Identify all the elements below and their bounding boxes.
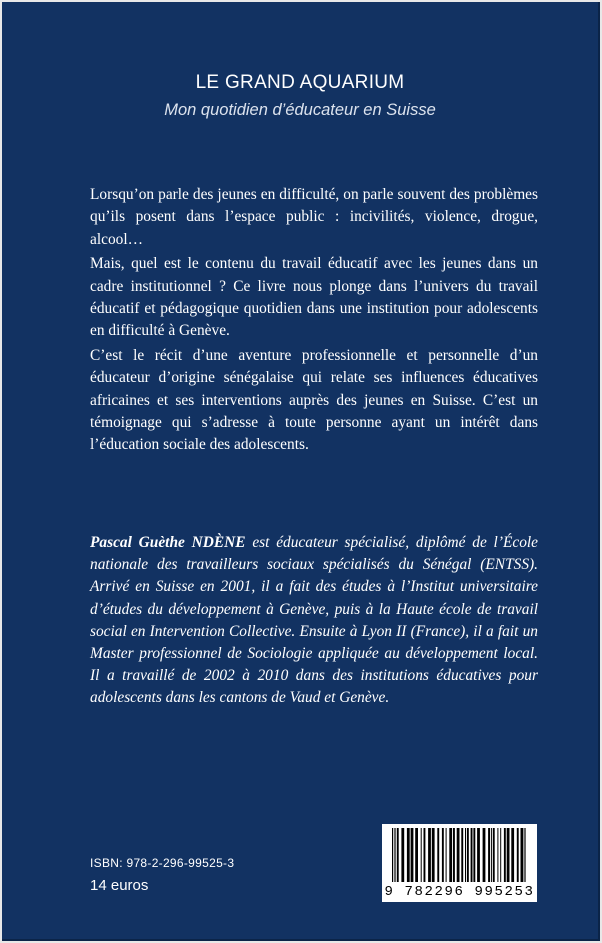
author-bio-text: est éducateur spécialisé, diplômé de l’École nationale des travailleurs sociaux spécialisés du Sénégal (ENTSS). Arrivé en Suisse en 2001, il a fait des études à l’Institut universitaire d’études du développement à Genève, puis à la Haute école de travail social en Intervention Collective. Ensuite à Lyon II (France), il a fait un Master professionnel de Sociologie appliquée au développement local. Il a travaillé de 2002 à 2010 dans des institutions éducatives pour adolescents dans les cantons de Vaud et Genève. [90, 534, 538, 707]
barcode-bar [504, 828, 506, 882]
barcode-bar [411, 828, 414, 882]
barcode-bar [432, 828, 435, 882]
barcode-bar [428, 828, 431, 882]
barcode-bar [473, 828, 475, 882]
barcode-bar [471, 828, 473, 882]
barcode-bar [407, 828, 410, 882]
barcode-bar [415, 828, 418, 882]
barcode-bar [442, 828, 444, 882]
barcode-bar [488, 828, 490, 882]
barcode-bar [517, 828, 519, 882]
blurb [90, 184, 538, 459]
barcode-bar [465, 828, 466, 882]
barcode-bar [397, 828, 399, 882]
back-cover [2, 2, 600, 941]
barcode-bar [453, 828, 455, 882]
blurb-paragraph: C’est le récit d’une aventure professionnelle et personnelle d’un éducateur d’origine sénégalaise qui relate ses influences éducatives africaines et ses interventions auprès des jeunes en Suisse. C’est un témoignage qui s’adresse à toute personne ayant un intérêt dans l’éducation sociale des adolescents. [90, 346, 538, 454]
barcode-bar [522, 828, 523, 882]
blurb-paragraph: Mais, quel est le contenu du travail éducatif avec les jeunes dans un cadre institutionnel ? Ce livre nous plonge dans l’univers du travail éducatif et pédagogique quotidien dans une institution pour adolescents en difficulté à Genève. [90, 255, 538, 340]
barcode-bar [500, 828, 501, 882]
barcode-bar [461, 828, 463, 882]
barcode-bar [493, 828, 495, 882]
barcode-digits: 9 782296 995253 [384, 884, 535, 900]
barcode-bar [394, 828, 395, 882]
barcode-bar [401, 828, 404, 882]
barcode-bar [483, 828, 486, 882]
barcode-bar [437, 828, 439, 882]
book-title: LE GRAND AQUARIUM [195, 72, 405, 93]
barcode-bar [457, 828, 460, 882]
barcode-bar [524, 828, 525, 882]
book-subtitle: Mon quotidien d’éducateur en Suisse [164, 101, 436, 119]
barcode-bar [446, 828, 447, 882]
isbn: ISBN: 978-2-296-99525-3 [90, 856, 235, 870]
barcode-bar [511, 828, 514, 882]
barcode-bars [388, 828, 531, 882]
barcode-bar [507, 828, 510, 882]
barcode-bar [477, 828, 480, 882]
barcode-bar [449, 828, 452, 882]
price: 14 euros [90, 877, 149, 894]
barcode-bar [497, 828, 498, 882]
barcode-bar [491, 828, 492, 882]
author-bio [90, 532, 538, 710]
author-name: Pascal Guèthe NDÈNE [90, 534, 246, 551]
blurb-paragraph: Lorsqu’on parle des jeunes en difficulté, on parle souvent des problèmes qu’ils posent dans l’espace public : incivilités, violence, drogue, alcool… [90, 186, 538, 248]
barcode-bar [421, 828, 422, 882]
barcode-bar [424, 828, 426, 882]
barcode [382, 824, 537, 902]
barcode-bar [467, 828, 469, 882]
barcode-bar [392, 828, 393, 882]
